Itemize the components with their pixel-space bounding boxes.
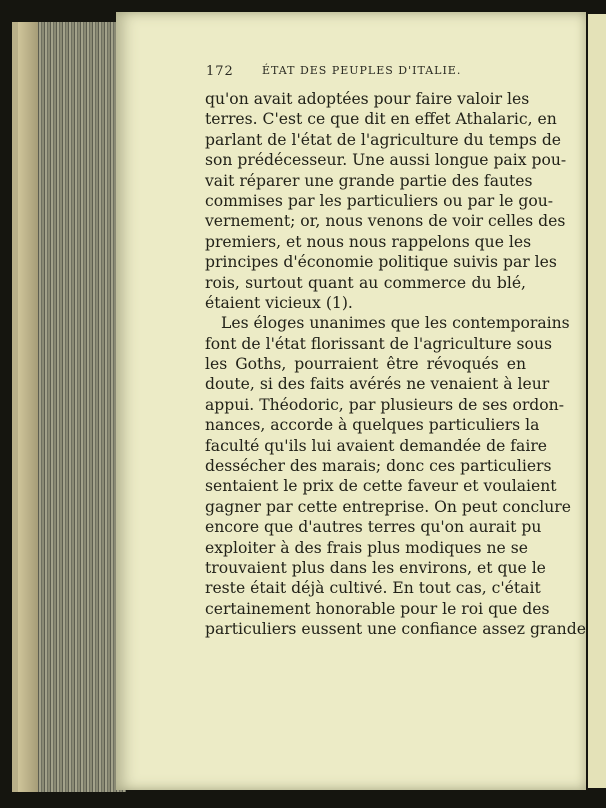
text-line: vernement; or, nous venons de voir celles des <box>205 212 566 231</box>
text-line: font de l'état florissant de l'agriculture sous <box>205 334 552 353</box>
text-line: dessécher des marais; donc ces particuliers <box>205 457 552 476</box>
text-line: trouvaient plus dans les environs, et que le <box>205 558 546 577</box>
text-line: exploiter à des frais plus modiques ne se <box>205 538 528 557</box>
text-line: certainement honorable pour le roi que des <box>205 599 550 618</box>
text-line: vait réparer une grande partie des fautes <box>205 171 533 190</box>
text-line: parlant de l'état de l'agriculture du temps de <box>205 130 562 149</box>
next-page-edge <box>588 14 606 788</box>
text-line: les Goths, pourraient être révoqués en <box>205 355 526 374</box>
text-line: gagner par cette entreprise. On peut conclure <box>205 497 571 516</box>
text-line: principes d'économie politique suivis par les <box>205 253 557 272</box>
page-number: 172 <box>206 64 234 79</box>
text-line: commises par les particuliers ou par le gou- <box>205 191 554 210</box>
text-line: sentaient le prix de cette faveur et voulaient <box>205 477 557 496</box>
running-head-title: ÉTAT DES PEUPLES D'ITALIE. <box>262 64 462 77</box>
text-line: étaient vicieux (1). <box>205 293 353 312</box>
text-line: appui. Théodoric, par plusieurs de ses ordon- <box>205 395 564 414</box>
text-line: particuliers eussent une confiance assez grande <box>205 620 586 639</box>
text-line: premiers, et nous nous rappelons que les <box>205 232 532 251</box>
text-line: reste était déjà cultivé. En tout cas, c'était <box>205 579 541 598</box>
text-line: terres. C'est ce que dit en effet Athalaric, en <box>205 110 557 129</box>
text-line: qu'on avait adoptées pour faire valoir les <box>205 90 530 108</box>
text-line: rois, surtout quant au commerce du blé, <box>205 273 526 292</box>
text-line: Les éloges unanimes que les contemporains <box>221 314 570 333</box>
running-header <box>206 64 468 79</box>
text-line: doute, si des faits avérés ne venaient à leur <box>205 375 550 394</box>
page-edges <box>12 22 126 792</box>
text-line: encore que d'autres terres qu'on aurait pu <box>205 518 542 537</box>
text-line: faculté qu'ils lui avaient demandée de faire <box>205 436 548 455</box>
text-line: nances, accorde à quelques particuliers la <box>205 416 540 435</box>
body-text <box>205 89 586 640</box>
text-line: son prédécesseur. Une aussi longue paix pou- <box>205 151 567 170</box>
